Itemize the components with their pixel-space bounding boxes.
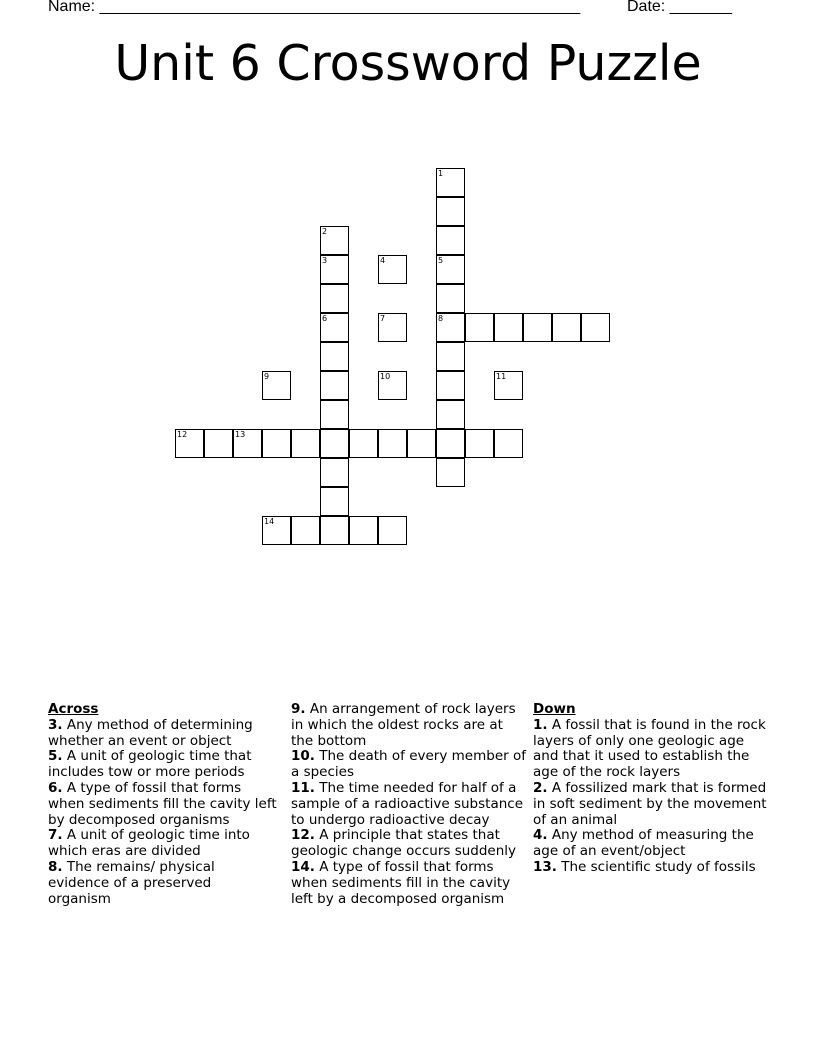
clue-item (48, 828, 278, 860)
clue-number-label: 6. (48, 779, 63, 796)
across-heading: Across (48, 701, 99, 717)
clue-item (48, 749, 278, 781)
clue-number-label: 2. (533, 779, 548, 796)
crossword-cell[interactable] (262, 429, 291, 458)
clue-item (291, 781, 526, 828)
crossword-cell[interactable] (378, 371, 407, 400)
crossword-cell[interactable] (494, 371, 523, 400)
clue-number: 9 (264, 372, 270, 381)
clue-item (291, 860, 526, 907)
clue-number-label: 14. (291, 858, 315, 875)
date-field[interactable]: Date: _______ (627, 0, 732, 15)
clue-text: A type of fossil that forms when sediments fill the cavity left by decomposed organisms (48, 779, 277, 828)
clue-number-label: 1. (533, 716, 548, 733)
crossword-cell[interactable] (436, 371, 465, 400)
crossword-cell[interactable] (407, 429, 436, 458)
across-clue-list-continued (291, 702, 526, 907)
clue-number-label: 5. (48, 748, 63, 765)
clue-text: A fossil that is found in the rock layers of only one geologic age and that it used to establish the age of the rock layers (533, 716, 766, 781)
crossword-cell[interactable] (436, 197, 465, 226)
crossword-cell[interactable] (320, 487, 349, 516)
clue-number: 2 (322, 227, 328, 236)
clue-text: An arrangement of rock layers in which the oldest rocks are at the bottom (291, 701, 516, 749)
crossword-cell[interactable] (320, 429, 349, 458)
crossword-cell[interactable] (320, 342, 349, 371)
clue-number: 14 (264, 517, 275, 526)
crossword-cell[interactable] (494, 313, 523, 342)
clue-item (48, 781, 278, 828)
across-clues-column-1 (48, 702, 278, 907)
clue-number: 4 (380, 256, 386, 265)
clue-item (291, 828, 526, 860)
crossword-cell[interactable] (581, 313, 610, 342)
clue-text: The remains/ physical evidence of a preserved organism (48, 858, 215, 907)
across-clues-column-2 (291, 702, 526, 907)
crossword-cell[interactable] (320, 226, 349, 255)
crossword-cell[interactable] (494, 429, 523, 458)
crossword-cell[interactable] (378, 255, 407, 284)
clue-item (291, 702, 526, 749)
crossword-cell[interactable] (262, 371, 291, 400)
crossword-cell[interactable] (320, 313, 349, 342)
page-title: Unit 6 Crossword Puzzle (114, 35, 702, 92)
clue-text: A type of fossil that forms when sediments fill in the cavity left by a decomposed organism (291, 858, 511, 907)
clue-number-label: 8. (48, 858, 63, 875)
clue-number: 12 (177, 430, 188, 439)
clue-number-label: 7. (48, 827, 63, 844)
crossword-cell[interactable] (175, 429, 204, 458)
clue-text: A fossilized mark that is formed in soft sediment by the movement of an animal (533, 779, 767, 828)
crossword-cell[interactable] (378, 429, 407, 458)
crossword-cell[interactable] (291, 516, 320, 545)
crossword-cell[interactable] (320, 516, 349, 545)
crossword-cell[interactable] (465, 429, 494, 458)
crossword-cell[interactable] (436, 342, 465, 371)
clue-number: 11 (496, 372, 507, 381)
crossword-cell[interactable] (320, 400, 349, 429)
crossword-cell[interactable] (262, 516, 291, 545)
clue-item (291, 749, 526, 781)
crossword-cell[interactable] (349, 429, 378, 458)
crossword-cell[interactable] (552, 313, 581, 342)
clue-number: 10 (380, 372, 391, 381)
clue-item (48, 860, 278, 907)
crossword-cell[interactable] (436, 458, 465, 487)
clue-number-label: 13. (533, 858, 557, 875)
clue-number: 1 (438, 169, 444, 178)
clue-text: The scientific study of fossils (561, 858, 756, 875)
clue-text: Any method of measuring the age of an event/object (533, 827, 754, 860)
crossword-cell[interactable] (320, 255, 349, 284)
crossword-cell[interactable] (465, 313, 494, 342)
crossword-cell[interactable] (436, 255, 465, 284)
crossword-cell[interactable] (233, 429, 262, 458)
down-clue-list (533, 718, 773, 876)
clue-number: 13 (235, 430, 246, 439)
crossword-cell[interactable] (204, 429, 233, 458)
clue-number-label: 9. (291, 701, 306, 717)
clue-number-label: 12. (291, 827, 315, 844)
clue-number-label: 10. (291, 748, 315, 765)
clue-item (533, 828, 773, 860)
crossword-cell[interactable] (291, 429, 320, 458)
clue-number: 5 (438, 256, 444, 265)
crossword-cell[interactable] (436, 226, 465, 255)
down-heading: Down (533, 701, 576, 717)
clue-item (533, 781, 773, 828)
crossword-cell[interactable] (320, 371, 349, 400)
crossword-cell[interactable] (378, 516, 407, 545)
clue-number: 6 (322, 314, 328, 323)
clue-number-label: 4. (533, 827, 548, 844)
crossword-cell[interactable] (349, 516, 378, 545)
crossword-cell[interactable] (436, 168, 465, 197)
clue-item (48, 718, 278, 750)
name-field[interactable]: Name: ______________________________________________________ (48, 0, 581, 15)
across-clue-list (48, 718, 278, 908)
clue-text: A unit of geologic time into which eras are divided (48, 827, 250, 860)
clue-number: 3 (322, 256, 328, 265)
clue-number-label: 11. (291, 779, 315, 796)
clue-item (533, 718, 773, 781)
clue-text: A unit of geologic time that includes tow or more periods (48, 748, 252, 781)
clue-text: Any method of determining whether an event or object (48, 716, 253, 749)
crossword-cell[interactable] (436, 429, 465, 458)
crossword-cell[interactable] (378, 313, 407, 342)
clue-number: 7 (380, 314, 386, 323)
clue-item (533, 860, 773, 876)
clue-text: The death of every member of a species (291, 748, 526, 781)
crossword-cell[interactable] (320, 458, 349, 487)
crossword-cell[interactable] (523, 313, 552, 342)
crossword-cell[interactable] (436, 313, 465, 342)
crossword-cell[interactable] (436, 400, 465, 429)
down-clues-column (533, 702, 773, 876)
clue-number-label: 3. (48, 716, 63, 733)
crossword-cell[interactable] (436, 284, 465, 313)
clue-text: The time needed for half of a sample of a radioactive substance to undergo radioactive decay (291, 779, 524, 828)
clue-text: A principle that states that geologic change occurs suddenly (291, 827, 517, 860)
crossword-cell[interactable] (320, 284, 349, 313)
clue-number: 8 (438, 314, 444, 323)
